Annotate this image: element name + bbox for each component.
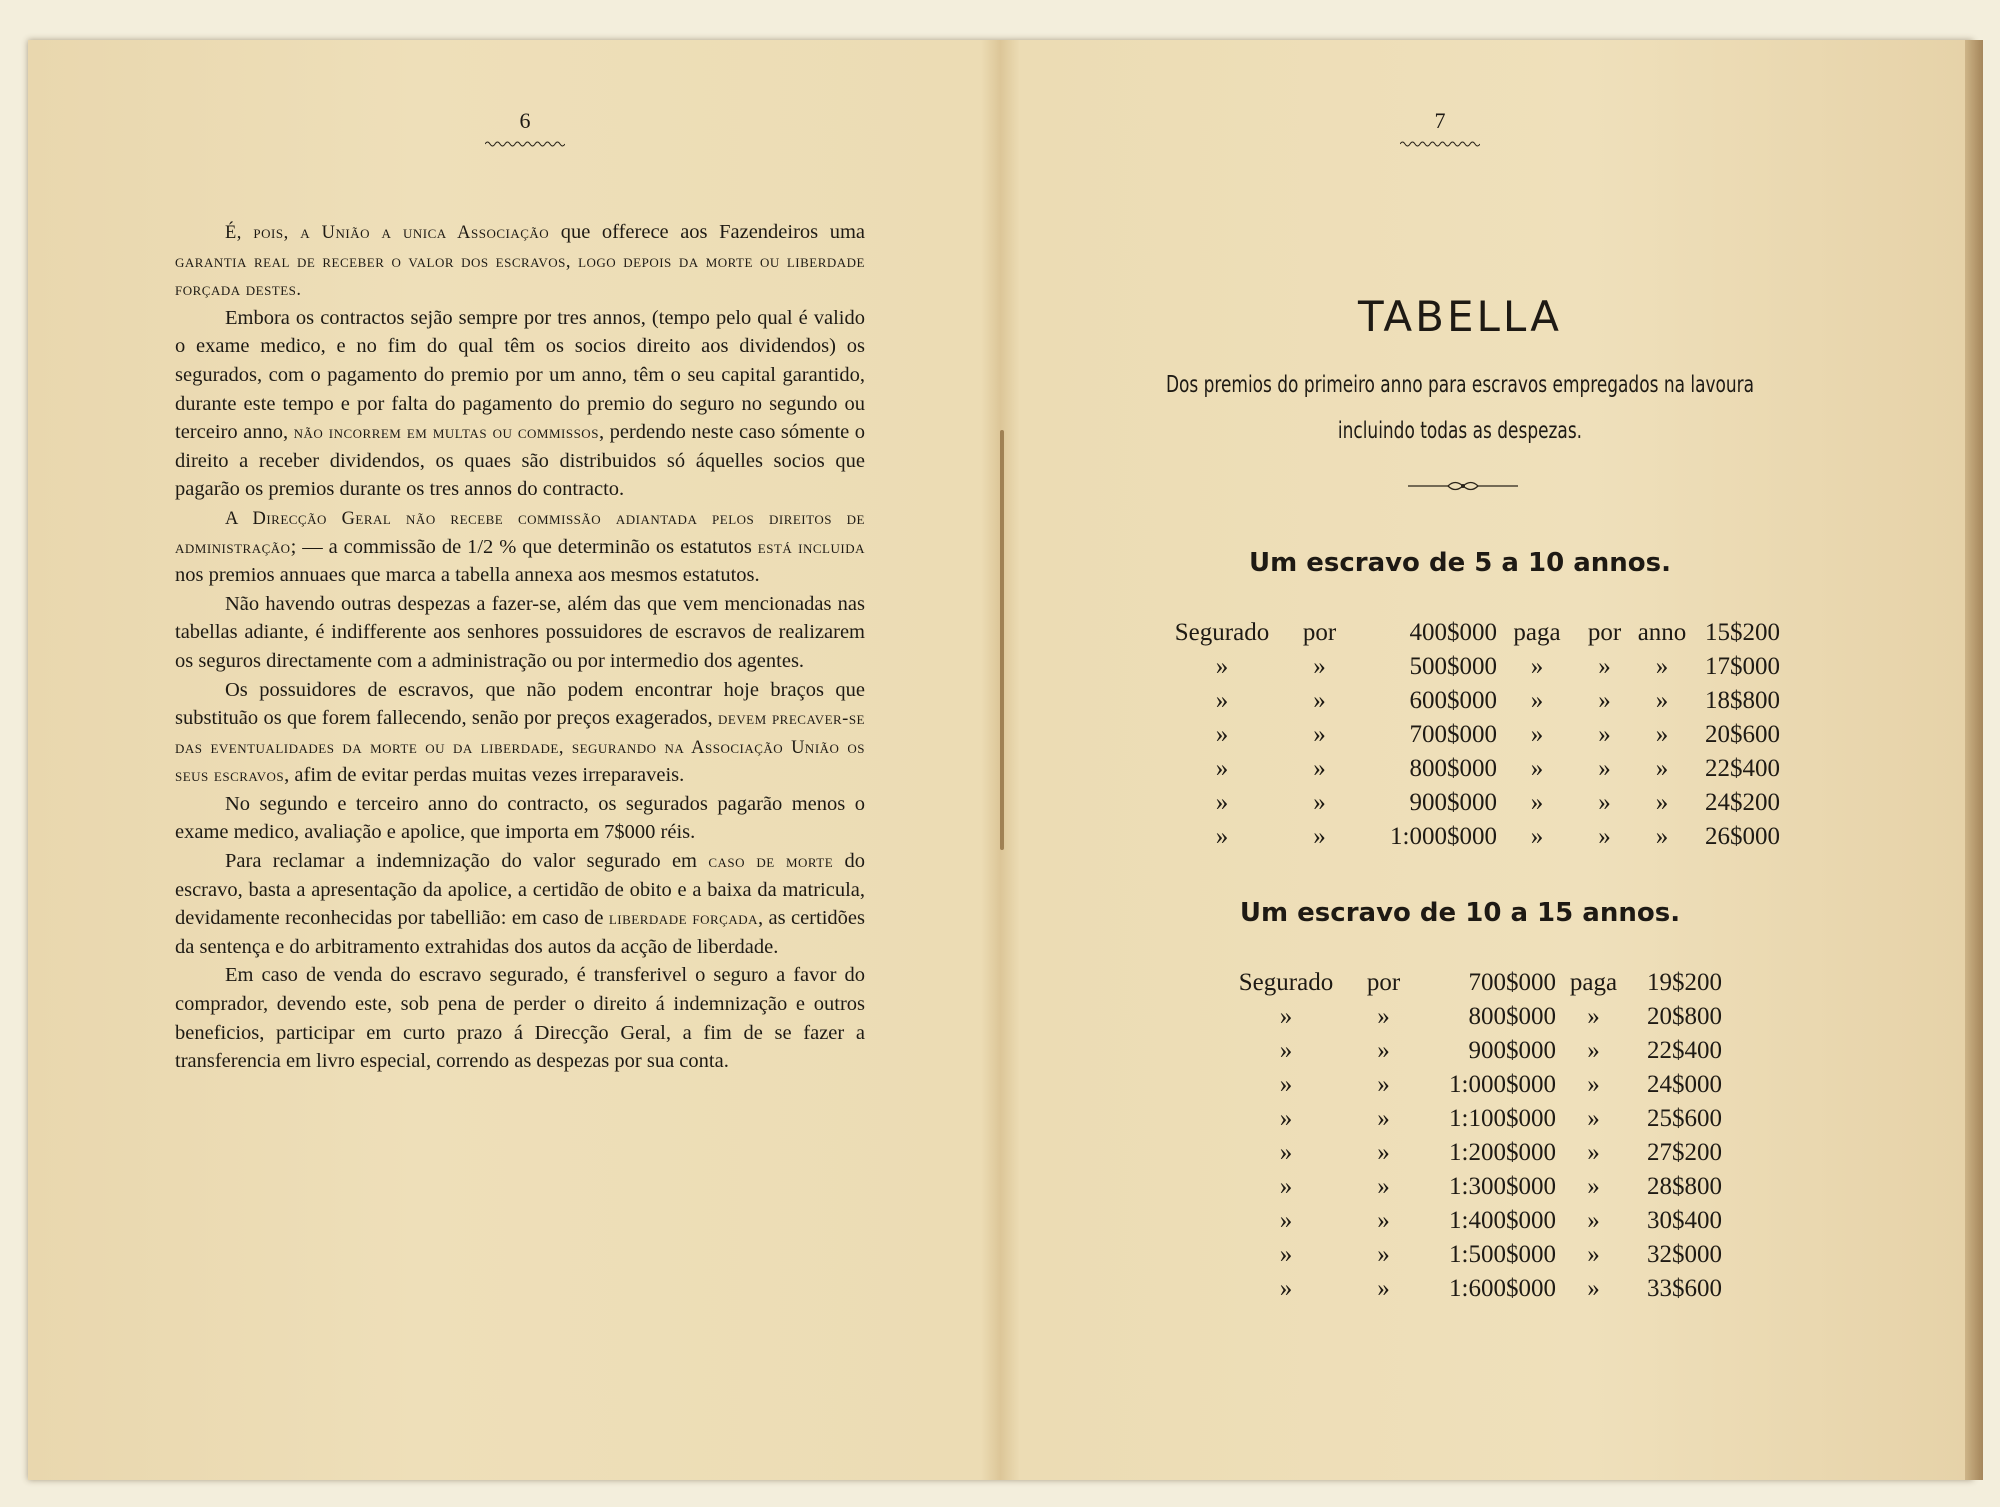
table-cell: 1:600$000 <box>1449 1275 1556 1302</box>
table-cell: 18$800 <box>1705 687 1780 714</box>
table-cell: 25$600 <box>1647 1105 1722 1132</box>
table-cell: » <box>1655 755 1669 782</box>
ornament-divider-icon <box>1408 478 1518 494</box>
paragraph-text: que offerece aos Fazendeiros uma <box>549 221 865 243</box>
table-row <box>1226 1204 1722 1238</box>
table-row <box>1226 1238 1722 1272</box>
paragraph <box>175 590 865 676</box>
table-cell: » <box>1279 1105 1293 1132</box>
table-cell: 1:500$000 <box>1449 1241 1556 1268</box>
paragraph-text: , as certidões da sentença e do arbitramento extrahidas dos autos da acção de liberdade. <box>175 907 865 958</box>
table-subtitle-line2: incluindo todas as despezas. <box>1337 418 1583 444</box>
table-cell: » <box>1279 1139 1293 1166</box>
table-cell: por <box>1366 969 1401 996</box>
table-cell: » <box>1215 789 1229 816</box>
premium-table-10-15 <box>1226 966 1722 1306</box>
table-cell: » <box>1587 1003 1600 1030</box>
table-cell: » <box>1377 1071 1390 1098</box>
table-subtitle <box>1165 362 1755 454</box>
section-heading-10-15: Um escravo de 10 a 15 annos. <box>1239 898 1681 928</box>
table-cell: » <box>1587 1139 1600 1166</box>
table-cell: » <box>1279 1241 1293 1268</box>
emphasis-text: A Direcção Geral não recebe commissão adiantada pelos direitos de administração <box>175 507 865 557</box>
paragraph-text: nos premios annuaes que marca a tabella annexa aos mesmos estatutos. <box>175 564 760 587</box>
table-cell: » <box>1598 823 1611 850</box>
table-cell: 1:300$000 <box>1449 1173 1556 1200</box>
table-row <box>1226 1068 1722 1102</box>
paragraph <box>175 676 865 790</box>
paragraph-text: Em caso de venda do escravo segurado, é transferivel o seguro a favor do comprador, devendo este, sob pena de perder o direito á indemnização e outros beneficios, participar em curto prazo á Direcção Geral, a fim de se fazer a transferencia em livro especial, correndo as despezas por sua conta. <box>175 964 865 1073</box>
paragraph-text: No segundo e terceiro anno do contracto, os segurados pagarão menos o exame medico, avaliação e apolice, que importa em 7$000 réis. <box>175 792 865 844</box>
page-number-right: 7 <box>1434 108 1446 133</box>
table-cell: 900$000 <box>1468 1037 1556 1064</box>
paragraph <box>175 961 865 1075</box>
table-row <box>1162 616 1780 650</box>
table-cell: » <box>1279 1003 1293 1030</box>
table-cell: » <box>1598 789 1611 816</box>
paragraph <box>175 790 865 847</box>
table-cell: » <box>1377 1173 1390 1200</box>
table-row <box>1162 752 1780 786</box>
table-cell: » <box>1215 823 1229 850</box>
emphasis-text: caso de morte <box>708 851 834 872</box>
paragraph <box>175 218 865 304</box>
table-cell: 17$000 <box>1705 653 1780 680</box>
paragraph-text: Os possuidores de escravos, que não podem encontrar hoje braços que substituão os que forem fallecendo, senão por preços exagerados, <box>175 678 865 730</box>
table-cell: » <box>1313 789 1326 816</box>
table-cell: » <box>1530 653 1544 680</box>
table-cell: » <box>1279 1207 1293 1234</box>
table-row <box>1226 1000 1722 1034</box>
emphasis-text: não incorrem em multas ou commissos <box>293 422 599 443</box>
table-cell: » <box>1530 687 1544 714</box>
table-cell: 1:200$000 <box>1449 1139 1556 1166</box>
fold-mark <box>1000 430 1004 850</box>
table-cell: 24$200 <box>1705 789 1780 816</box>
paragraph <box>175 504 865 590</box>
table-cell: 24$000 <box>1647 1071 1722 1098</box>
table-cell: Segurado <box>1174 619 1270 646</box>
table-cell: 1:100$000 <box>1449 1105 1556 1132</box>
table-cell: 700$000 <box>1468 969 1556 996</box>
table-cell: 1:000$000 <box>1449 1071 1556 1098</box>
table-row <box>1226 1102 1722 1136</box>
table-cell: » <box>1313 653 1326 680</box>
table-cell: » <box>1215 687 1229 714</box>
table-cell: 1:400$000 <box>1449 1207 1556 1234</box>
table-cell: » <box>1587 1173 1600 1200</box>
paragraph <box>175 304 865 504</box>
table-cell: » <box>1598 687 1611 714</box>
table-cell: » <box>1587 1037 1600 1064</box>
emphasis-text: está incluida <box>757 536 865 557</box>
table-cell: » <box>1587 1207 1600 1234</box>
emphasis-text: liberdade forçada <box>608 908 759 929</box>
table-cell: » <box>1377 1037 1390 1064</box>
wavy-rule-left <box>485 140 565 148</box>
section-heading-5-10: Um escravo de 5 a 10 annos. <box>1248 548 1672 578</box>
table-row <box>1162 684 1780 718</box>
table-cell: » <box>1587 1071 1600 1098</box>
table-cell: 900$000 <box>1409 789 1497 816</box>
table-row <box>1226 1272 1722 1306</box>
table-row <box>1226 1034 1722 1068</box>
table-cell: » <box>1598 721 1611 748</box>
table-cell: » <box>1215 653 1229 680</box>
table-cell: por <box>1587 619 1622 646</box>
left-body-text <box>175 218 865 1076</box>
table-cell: por <box>1302 619 1337 646</box>
table-cell: 800$000 <box>1468 1003 1556 1030</box>
table-cell: » <box>1655 721 1669 748</box>
table-cell: » <box>1655 653 1669 680</box>
table-title: TABELLA <box>1358 292 1562 341</box>
table-cell: anno <box>1637 619 1687 646</box>
paragraph-text: , perdendo neste caso sómente o direito a receber dividendos, os quaes são distribuidos só áquelles socios que pagarão os premios durante os tres annos do contracto. <box>175 421 866 501</box>
table-cell: » <box>1313 823 1326 850</box>
premium-table-5-10 <box>1162 616 1780 854</box>
table-cell: » <box>1587 1241 1600 1268</box>
table-cell: 30$400 <box>1647 1207 1722 1234</box>
table-cell: » <box>1530 823 1544 850</box>
table-cell: » <box>1279 1037 1293 1064</box>
page-edge <box>1965 40 1983 1480</box>
table-cell: 27$200 <box>1647 1139 1722 1166</box>
table-cell: » <box>1313 755 1326 782</box>
table-cell: Segurado <box>1238 969 1334 996</box>
table-cell: 800$000 <box>1409 755 1497 782</box>
table-cell: » <box>1215 721 1229 748</box>
table-cell: 26$000 <box>1705 823 1780 850</box>
paragraph-text: Não havendo outras despezas a fazer-se, além das que vem mencionadas nas tabellas adiante, é indifferente aos senhores possuidores de escravos de realizarem os seguros directamente com a administração ou por intermedio dos agentes. <box>175 592 865 672</box>
table-cell: » <box>1655 823 1669 850</box>
paragraph-text: Para reclamar a indemnização do valor segurado em <box>225 850 709 873</box>
table-cell: » <box>1279 1071 1293 1098</box>
table-cell: » <box>1377 1139 1390 1166</box>
table-cell: » <box>1377 1105 1390 1132</box>
table-cell: » <box>1587 1105 1600 1132</box>
table-cell: » <box>1377 1003 1390 1030</box>
table-row <box>1162 820 1780 854</box>
table-row <box>1162 650 1780 684</box>
table-cell: » <box>1377 1207 1390 1234</box>
table-cell: 28$800 <box>1647 1173 1722 1200</box>
table-cell: » <box>1530 789 1544 816</box>
table-cell: 15$200 <box>1705 619 1780 646</box>
table-cell: paga <box>1569 969 1618 996</box>
table-cell: 22$400 <box>1705 755 1780 782</box>
table-cell: 33$600 <box>1647 1275 1722 1302</box>
paragraph-text: , afim de evitar perdas muitas vezes irreparaveis. <box>284 764 685 787</box>
paragraph-text: do escravo, basta a apresentação da apolice, a certidão de obito e a baixa da matricula, devidamente reconhecidas por tabellião: em caso de <box>175 850 866 930</box>
table-subtitle-line1: Dos premios do primeiro anno para escravos empregados na lavoura <box>1165 372 1755 398</box>
table-cell: » <box>1655 789 1669 816</box>
table-row <box>1226 1170 1722 1204</box>
table-cell: 32$000 <box>1647 1241 1722 1268</box>
table-cell: » <box>1279 1275 1293 1302</box>
table-cell: » <box>1530 755 1544 782</box>
table-cell: » <box>1530 721 1544 748</box>
table-cell: paga <box>1513 619 1561 646</box>
table-cell: 1:000$000 <box>1390 823 1497 850</box>
emphasis-text: É, pois, a União a unica Associação <box>225 222 550 242</box>
paragraph <box>175 847 865 961</box>
table-row <box>1162 718 1780 752</box>
table-cell: 22$400 <box>1647 1037 1722 1064</box>
table-cell: 600$000 <box>1409 687 1497 714</box>
table-cell: 500$000 <box>1409 653 1497 680</box>
table-cell: » <box>1377 1275 1390 1302</box>
table-cell: » <box>1279 1173 1293 1200</box>
paragraph-text: ; — a commissão de 1/2 % que determinão os estatutos <box>290 535 758 558</box>
table-cell: 20$600 <box>1705 721 1780 748</box>
table-cell: » <box>1587 1275 1600 1302</box>
emphasis-text: garantia real de receber o valor dos escravos, logo depois da morte ou liberdade forçada destes. <box>175 250 865 300</box>
page-number-left: 6 <box>519 108 531 133</box>
table-cell: » <box>1313 721 1326 748</box>
table-cell: 19$200 <box>1647 969 1722 996</box>
table-cell: 400$000 <box>1409 619 1497 646</box>
table-row <box>1226 966 1722 1000</box>
wavy-rule-right <box>1400 140 1480 148</box>
table-cell: » <box>1377 1241 1390 1268</box>
table-cell: » <box>1598 653 1611 680</box>
emphasis-text: devem precaver-se das eventualidades da morte ou da liberdade, segurando na Associação União os seus escravos <box>175 708 865 786</box>
table-cell: 20$800 <box>1647 1003 1722 1030</box>
table-cell: » <box>1313 687 1326 714</box>
table-row <box>1226 1136 1722 1170</box>
table-row <box>1162 786 1780 820</box>
table-cell: » <box>1598 755 1611 782</box>
table-cell: » <box>1215 755 1229 782</box>
table-cell: » <box>1655 687 1669 714</box>
paragraph-text: Embora os contractos sejão sempre por tres annos, (tempo pelo qual é valido o exame medico, e no fim do qual têm os socios direito aos dividendos) os segurados, com o pagamento do premio por um anno, têm o seu capital garantido, durante este tempo e por falta do pagamento do premio do seguro no segundo ou terceiro anno, <box>175 306 865 444</box>
table-cell: 700$000 <box>1409 721 1497 748</box>
